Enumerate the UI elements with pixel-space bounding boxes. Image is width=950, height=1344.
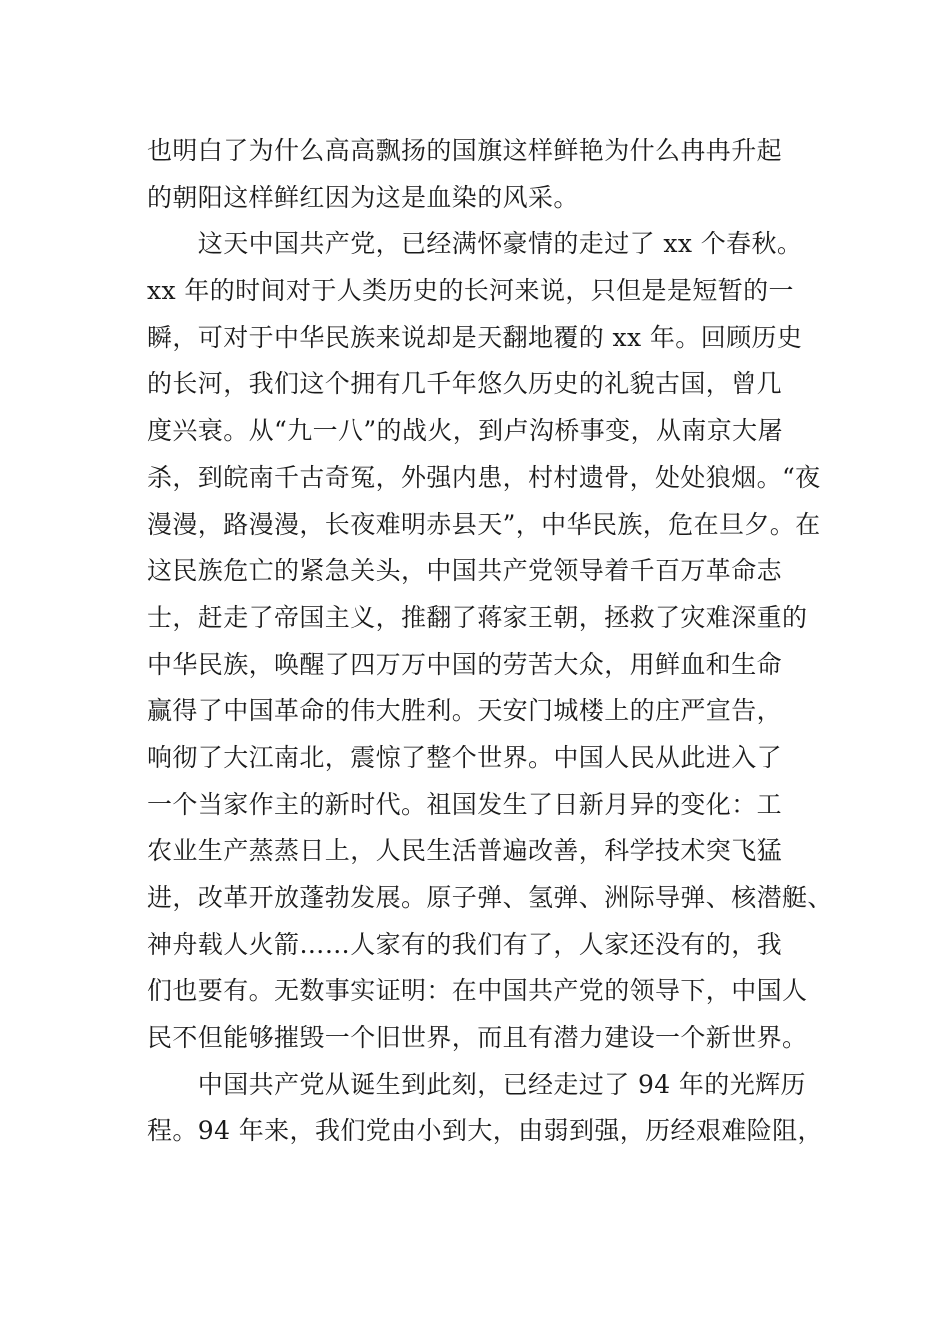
text-line: xx 年的时间对于人类历史的长河来说，只但是是短暂的一 [147, 276, 794, 306]
text-line: 中华民族，唤醒了四万万中国的劳苦大众，用鲜血和生命 [147, 649, 783, 679]
text-line: 的朝阳这样鲜红因为这是血染的风采。 [147, 182, 579, 212]
text-line: 士，赶走了帝国主义，推翻了蒋家王朝，拯救了灾难深重的 [147, 602, 808, 632]
paragraph-start-line: 这天中国共产党，已经满怀豪情的走过了 xx 个春秋。 [147, 229, 803, 259]
text-line: 程。94 年来，我们党由小到大，由弱到强，历经艰难险阻， [147, 1116, 823, 1146]
text-line: 也明白了为什么高高飘扬的国旗这样鲜艳为什么冉冉升起 [147, 136, 783, 165]
text-line: 的长河，我们这个拥有几千年悠久历史的礼貌古国，曾几 [147, 369, 783, 399]
text-line: 民不但能够摧毁一个旧世界，而且有潜力建设一个新世界。 [147, 1023, 808, 1053]
text-line: 杀，到皖南千古奇冤，外强内患，村村遗骨，处处狼烟。“夜 [147, 462, 821, 492]
text-line: 农业生产蒸蒸日上，人民生活普遍改善，科学技术突飞猛 [147, 836, 783, 866]
text-line: 赢得了中国革命的伟大胜利。天安门城楼上的庄严宣告， [147, 696, 783, 726]
body-text [147, 128, 833, 1155]
text-line: 这民族危亡的紧急关头，中国共产党领导着千百万革命志 [147, 556, 783, 586]
text-line: 响彻了大江南北，震惊了整个世界。中国人民从此进入了 [147, 742, 783, 772]
text-line: 们也要有。无数事实证明：在中国共产党的领导下，中国人 [147, 976, 808, 1006]
paragraph-start-line: 中国共产党从诞生到此刻，已经走过了 94 年的光辉历 [147, 1069, 806, 1099]
text-line: 进，改革开放蓬勃发展。原子弹、氢弹、洲际导弹、核潜艇、 [147, 883, 833, 912]
text-line: 度兴衰。从“九一八”的战火，到卢沟桥事变，从南京大屠 [147, 416, 783, 446]
text-line: 一个当家作主的新时代。祖国发生了日新月异的变化：工 [147, 789, 783, 819]
text-line: 漫漫，路漫漫，长夜难明赤县天”，中华民族，危在旦夕。在 [147, 509, 821, 539]
text-line: 神舟载人火箭……人家有的我们有了，人家还没有的，我 [147, 929, 783, 959]
text-line: 瞬，可对于中华民族来说却是天翻地覆的 xx 年。回顾历史 [147, 322, 803, 352]
